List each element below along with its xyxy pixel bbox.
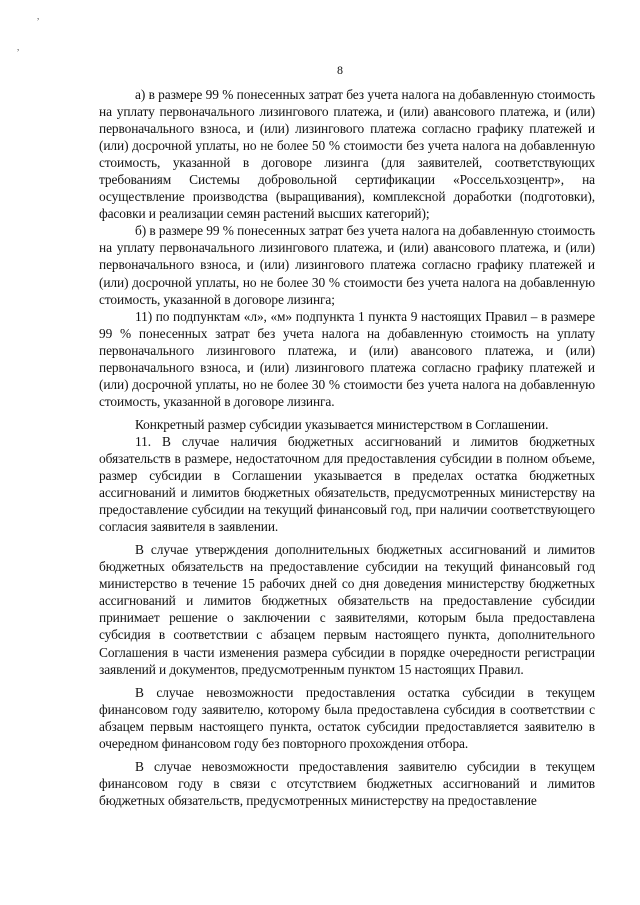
scan-mark: , — [17, 42, 20, 52]
page-number: 8 — [337, 63, 343, 77]
paragraph-clause-11: 11. В случае наличия бюджетных ассигнований и лимитов бюджетных обязательств в размере, недостаточном для предоставления субсидии в полном объеме, размер субсидии в Соглашении указывается в пределах остатка бюджетных ассигнований и лимитов бюджетных обязательств, предусмотренных министерству на предоставление субсидии на текущий финансовый год, при наличии соответствующего согласия заявителя в заявлении. — [99, 433, 595, 535]
paragraph-subsidy-impossibility: В случае невозможности предоставления заявителю субсидии в текущем финансовом году в связи с отсутствием бюджетных ассигнований и лимитов бюджетных обязательств, предусмотренных министерству на предоставление — [99, 758, 595, 808]
paragraph-item-11-subsection: 11) по подпунктам «л», «м» подпункта 1 пункта 9 настоящих Правил – в размере 99 % понесенных затрат без учета налога на добавленную стоимость на уплату первоначального лизингового платежа, и (или) авансового платежа, и (или) первоначального взноса, и (или) лизингового платежа согласно графику платежей и (или) досрочной уплаты, но не более 30 % стоимости без учета налога на добавленную стоимость, указанной в договоре лизинга. — [99, 308, 595, 409]
paragraph-remaining-subsidy: В случае невозможности предоставления остатка субсидии в текущем финансовом году заявителю, которому была предоставлена субсидия в соответствии с абзацем первым настоящего пункта, остаток субсидии предоставляется заявителю в очередном финансовом году без повторного прохождения отбора. — [99, 684, 595, 751]
paragraph-subitem-b: б) в размере 99 % понесенных затрат без учета налога на добавленную стоимость на уплату первоначального лизингового платежа, и (или) авансового платежа, и (или) первоначального взноса, и (или) лизингового платежа согласно графику платежей и (или) досрочной уплаты, но не более 30 % стоимости без учета налога на добавленную стоимость, указанной в договоре лизинга; — [99, 223, 595, 307]
paragraph-additional-allocations: В случае утверждения дополнительных бюджетных ассигнований и лимитов бюджетных обязательств на предоставление субсидии на текущий финансовый год министерство в течение 15 рабочих дней со дня доведения министерству бюджетных ассигнований и лимитов бюджетных обязательств на предоставление субсидии принимает решение о заключении с заявителями, которым была предоставлена субсидия в соответствии с абзацем первым настоящего пункта, дополнительного Соглашения в части изменения размера субсидии в порядке очередности регистрации заявлений и документов, предусмотренным пунктом 15 настоящих Правил. — [99, 542, 595, 677]
paragraph-subitem-a: а) в размере 99 % понесенных затрат без учета налога на добавленную стоимость на уплату первоначального лизингового платежа, и (или) авансового платежа, и (или) первоначального взноса, и (или) лизингового платежа согласно графику платежей и (или) досрочной уплаты, но не более 50 % стоимости без учета налога на добавленную стоимость, указанной в договоре лизинга (для заявителей, соответствующих требованиям Системы добровольной сертификации «Россельхозцентр», на осуществление производства (выращивания), комплексной доработки (подготовки), фасовки и реализации семян растений высших категорий); — [99, 87, 595, 222]
paragraph-subsidy-amount-note: Конкретный размер субсидии указывается министерством в Соглашении. — [135, 416, 549, 432]
document-body — [99, 86, 595, 809]
scan-mark: , — [37, 11, 40, 21]
